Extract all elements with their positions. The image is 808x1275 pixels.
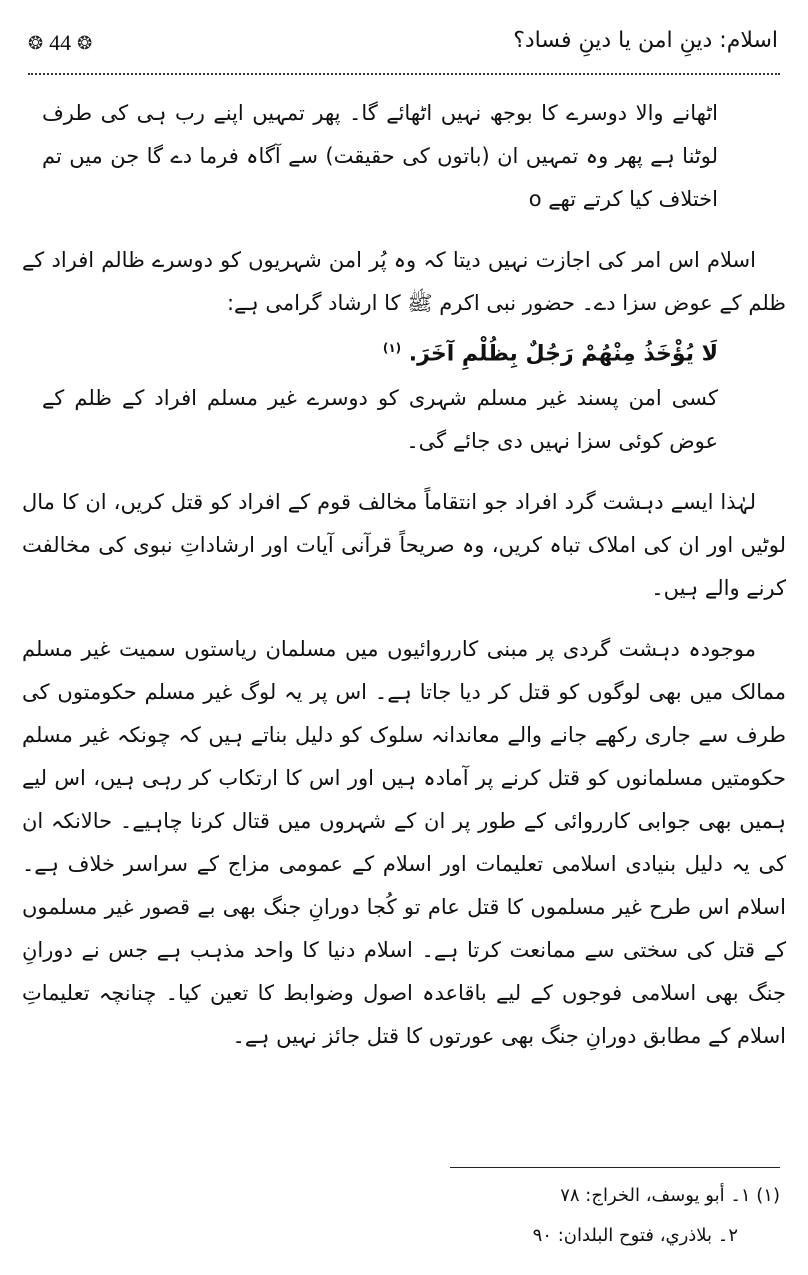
hadith-footnote-ref: (١) xyxy=(382,341,402,355)
right-ornament-icon: ❂ xyxy=(77,32,93,53)
header-divider xyxy=(28,73,780,75)
page-body xyxy=(22,92,786,1275)
footnote-1-source-1: ١۔ أبو يوسف، الخراج: ٧٨ xyxy=(560,1185,751,1206)
footnotes xyxy=(420,1176,780,1256)
left-ornament-icon: ❂ xyxy=(28,32,44,53)
paragraph-1: اسلام اس امر کی اجازت نہیں دیتا کہ وہ پُر امن شہریوں کو دوسرے ظالم افراد کے ظلم کے عوض سزا دے۔ حضور نبی اکرم ﷺ کا ارشاد گرامی ہے: xyxy=(22,248,786,315)
footnote-1-line-1 xyxy=(420,1176,780,1216)
page-number: 44 xyxy=(49,30,72,55)
running-title: اسلام: دینِ امن یا دینِ فساد؟ xyxy=(513,28,778,53)
paragraph-2: لہٰذا ایسے دہشت گرد افراد جو انتقاماً مخالف قوم کے افراد کو قتل کریں، ان کا مال لوٹیں اور ان کی املاک تباہ کریں، وہ صریحاً قرآنی آیات اور ارشاداتِ نبوی کی مخالفت کرنے والے ہیں۔ xyxy=(22,490,786,601)
page-number-box xyxy=(28,30,92,56)
footnote-divider xyxy=(450,1167,780,1168)
page-header xyxy=(0,28,808,68)
footnote-1-marker: (١) xyxy=(756,1185,780,1206)
quran-translation-continued: اٹھانے والا دوسرے کا بوجھ نہیں اٹھائے گا۔ پھر تمہیں اپنے رب ہی کی طرف لوٹنا ہے پھر وہ تمہیں ان (باتوں کی حقیقت) سے آگاہ فرما دے گا جن میں تم اختلاف کیا کرتے تھے o xyxy=(42,101,718,211)
hadith-translation: کسی امن پسند غیر مسلم شہری کو دوسرے غیر مسلم افراد کے ظلم کے عوض کوئی سزا نہیں دی جائے گی۔ xyxy=(42,386,718,454)
footnote-1-line-2: ٢۔ بلاذري، فتوح البلدان: ٩٠ xyxy=(532,1225,738,1246)
paragraph-3: موجودہ دہشت گردی پر مبنی کارروائیوں میں مسلمان ریاستوں سمیت غیر مسلم ممالک میں بھی لوگوں کو قتل کر دیا جاتا ہے۔ اس پر یہ لوگ غیر مسلم حکومتوں کی طرف سے جاری رکھے جانے والے معاندانہ سلوک کو دلیل بناتے ہیں کہ چونکہ غیر مسلم حکومتیں مسلمانوں کو قتل کرنے پر آمادہ ہیں اور اس کا ارتکاب کر رہی ہیں، اس لیے ہمیں بھی جوابی کارروائی کے طور پر ان کے شہروں میں قتال کرنا چاہیے۔ حالانکہ ان کی یہ دلیل بنیادی اسلامی تعلیمات اور اسلام کے عمومی مزاج کے سراسر خلاف ہے۔ اسلام اس طرح غیر مسلموں کا قتل عام تو کُجا دورانِ جنگ بھی بے قصور غیر مسلموں کے قتل کی سختی سے ممانعت کرتا ہے۔ اسلام دنیا کا واحد مذہب ہے جس نے دورانِ جنگ بھی اسلامی فوجوں کے لیے باقاعدہ اصول وضوابط کا تعین کیا۔ چنانچہ تعلیماتِ اسلام کے مطابق دورانِ جنگ بھی عورتوں کا قتل جائز نہیں ہے۔ xyxy=(22,637,786,1049)
hadith-arabic: لَا يُؤْخَذُ مِنْهُمْ رَجُلٌ بِظُلْمِ آخَرَ. xyxy=(408,341,718,367)
hadith-arabic-line xyxy=(22,325,786,377)
